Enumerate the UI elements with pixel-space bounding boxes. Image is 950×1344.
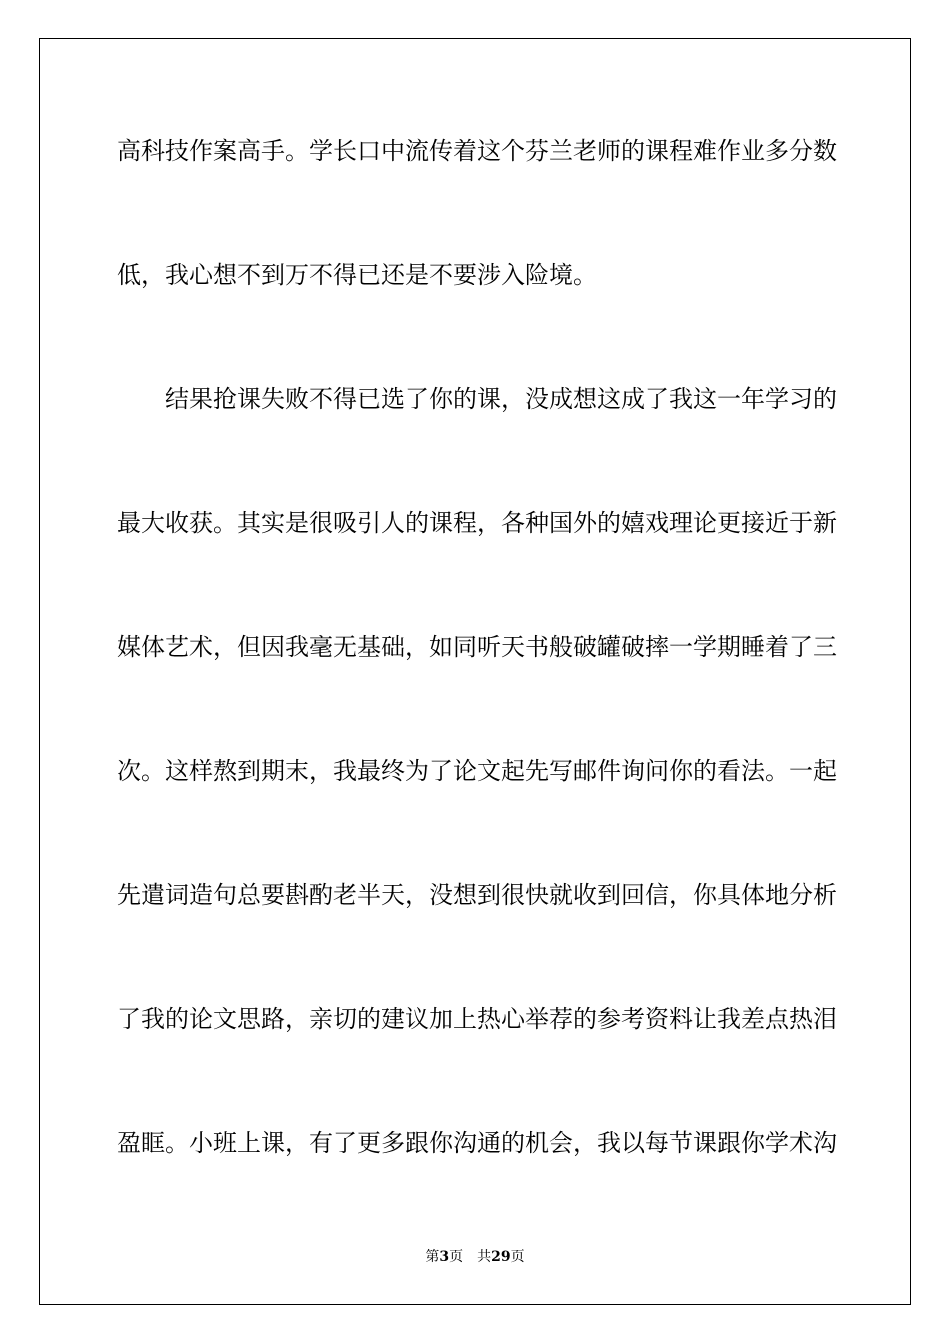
text-line-8: 了我的论文思路，亲切的建议加上热心举荐的参考资料让我差点热泪	[117, 1005, 837, 1033]
page-border	[39, 38, 911, 1305]
text-line-4: 最大收获。其实是很吸引人的课程，各种国外的嬉戏理论更接近于新	[117, 509, 837, 537]
text-line-3: 结果抢课失败不得已选了你的课，没成想这成了我这一年学习的	[165, 385, 837, 413]
text-line-5: 媒体艺术，但因我毫无基础，如同听天书般破罐破摔一学期睡着了三	[117, 633, 837, 661]
footer-total-pages: 29	[491, 1249, 511, 1265]
text-line-6: 次。这样熬到期末，我最终为了论文起先写邮件询问你的看法。一起	[117, 757, 837, 785]
text-line-1: 高科技作案高手。学长口中流传着这个芬兰老师的课程难作业多分数	[117, 137, 837, 165]
page-footer	[0, 1248, 950, 1266]
footer-page-prefix: 第	[425, 1249, 440, 1265]
footer-page-suffix: 页	[449, 1249, 464, 1265]
footer-total-prefix: 共	[477, 1249, 492, 1265]
text-line-2: 低，我心想不到万不得已还是不要涉入险境。	[117, 261, 597, 289]
text-line-7: 先遣词造句总要斟酌老半天，没想到很快就收到回信，你具体地分析	[117, 881, 837, 909]
text-line-9: 盈眶。小班上课，有了更多跟你沟通的机会，我以每节课跟你学术沟	[117, 1129, 837, 1157]
footer-page-number: 3	[439, 1249, 450, 1265]
footer-total-suffix: 页	[510, 1249, 525, 1265]
